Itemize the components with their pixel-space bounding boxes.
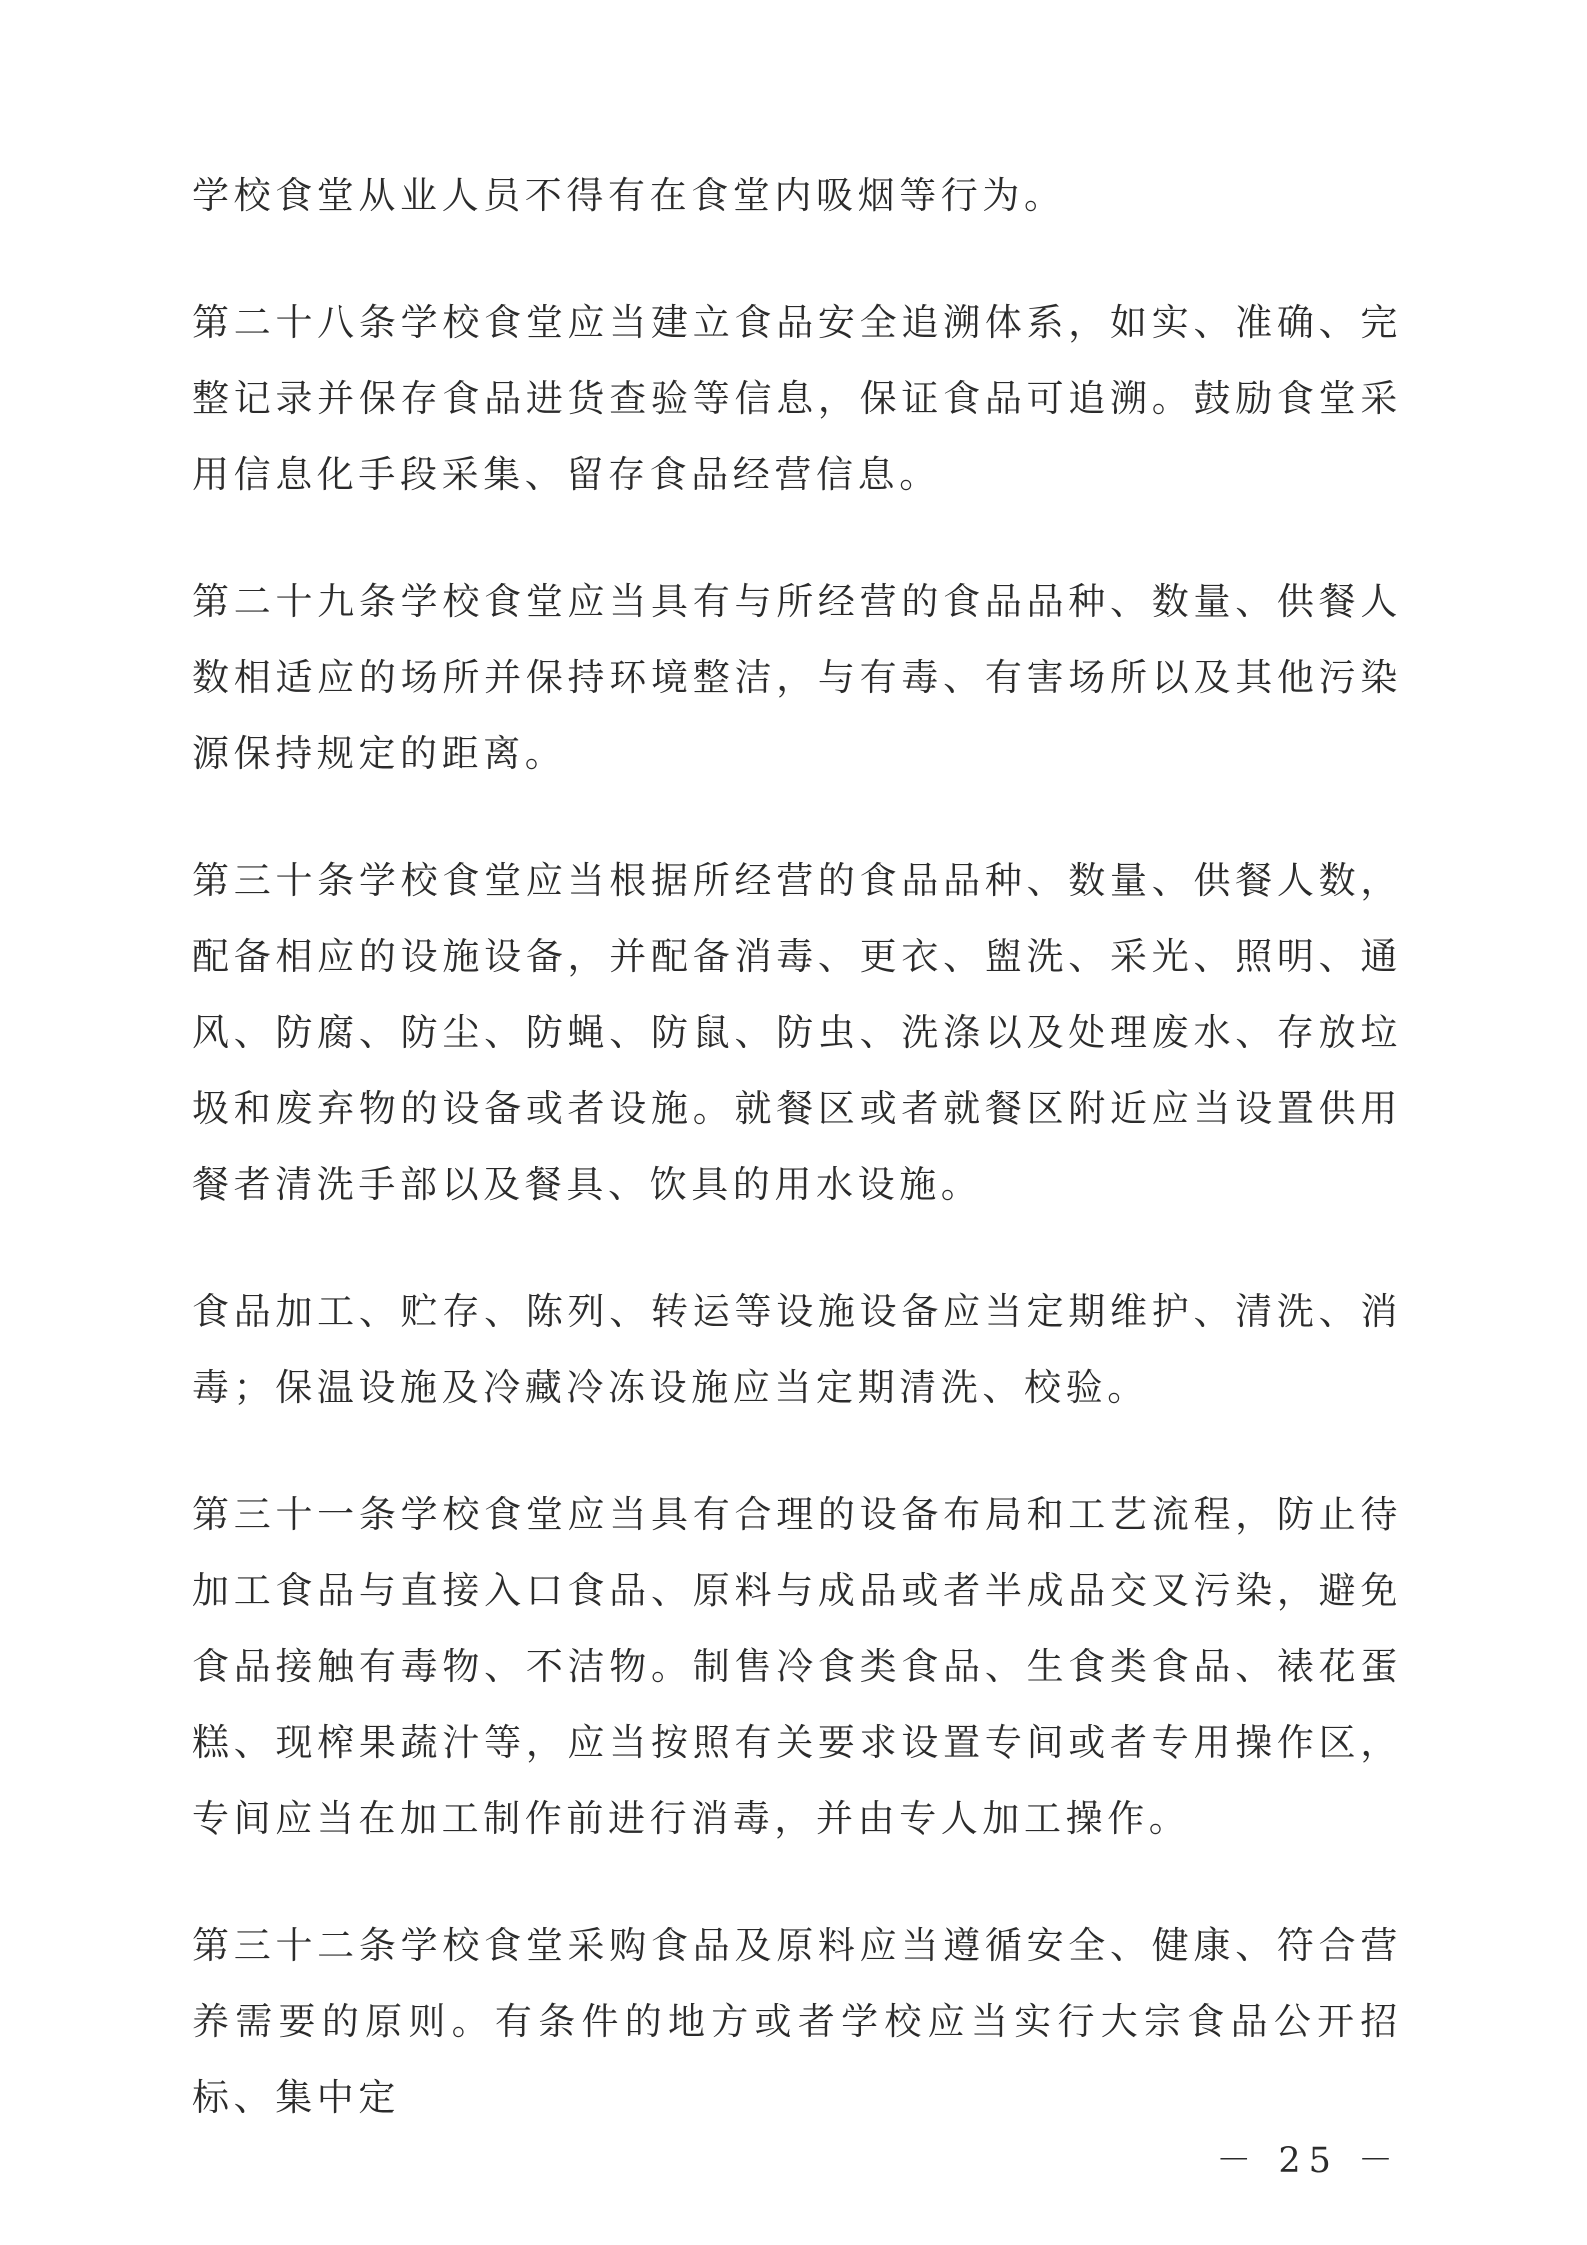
paragraph-article-30: 第三十条学校食堂应当根据所经营的食品品种、数量、供餐人数，配备相应的设施设备，并配备消毒、更衣、盥洗、采光、照明、通风、防腐、防尘、防蝇、防鼠、防虫、洗涤以及处理废水、存放垃圾和废弃物的设备或者设施。就餐区或者就餐区附近应当设置供用餐者清洗手部以及餐具、饮具的用水设施。 <box>192 859 1402 1206</box>
page-number: － 25 － <box>1216 2141 1401 2181</box>
paragraph-article-28: 第二十八条学校食堂应当建立食品安全追溯体系，如实、准确、完整记录并保存食品进货查验等信息，保证食品可追溯。鼓励食堂采用信息化手段采集、留存食品经营信息。 <box>192 301 1402 496</box>
paragraph-article-29: 第二十九条学校食堂应当具有与所经营的食品品种、数量、供餐人数相适应的场所并保持环境整洁，与有毒、有害场所以及其他污染源保持规定的距离。 <box>192 580 1402 775</box>
paragraph-smoking-rule: 学校食堂从业人员不得有在食堂内吸烟等行为。 <box>192 174 1066 217</box>
paragraph-equipment-maintenance: 食品加工、贮存、陈列、转运等设施设备应当定期维护、清洗、消毒；保温设施及冷藏冷冻设施应当定期清洗、校验。 <box>192 1290 1402 1409</box>
paragraph-article-32: 第三十二条学校食堂采购食品及原料应当遵循安全、健康、符合营养需要的原则。有条件的地方或者学校应当实行大宗食品公开招标、集中定 <box>192 1924 1402 2119</box>
paragraph-article-31: 第三十一条学校食堂应当具有合理的设备布局和工艺流程，防止待加工食品与直接入口食品、原料与成品或者半成品交叉污染，避免食品接触有毒物、不洁物。制售冷食类食品、生食类食品、裱花蛋糕、现榨果蔬汁等，应当按照有关要求设置专间或者专用操作区，专间应当在加工制作前进行消毒，并由专人加工操作。 <box>192 1493 1402 1840</box>
body-text <box>192 158 1402 2187</box>
